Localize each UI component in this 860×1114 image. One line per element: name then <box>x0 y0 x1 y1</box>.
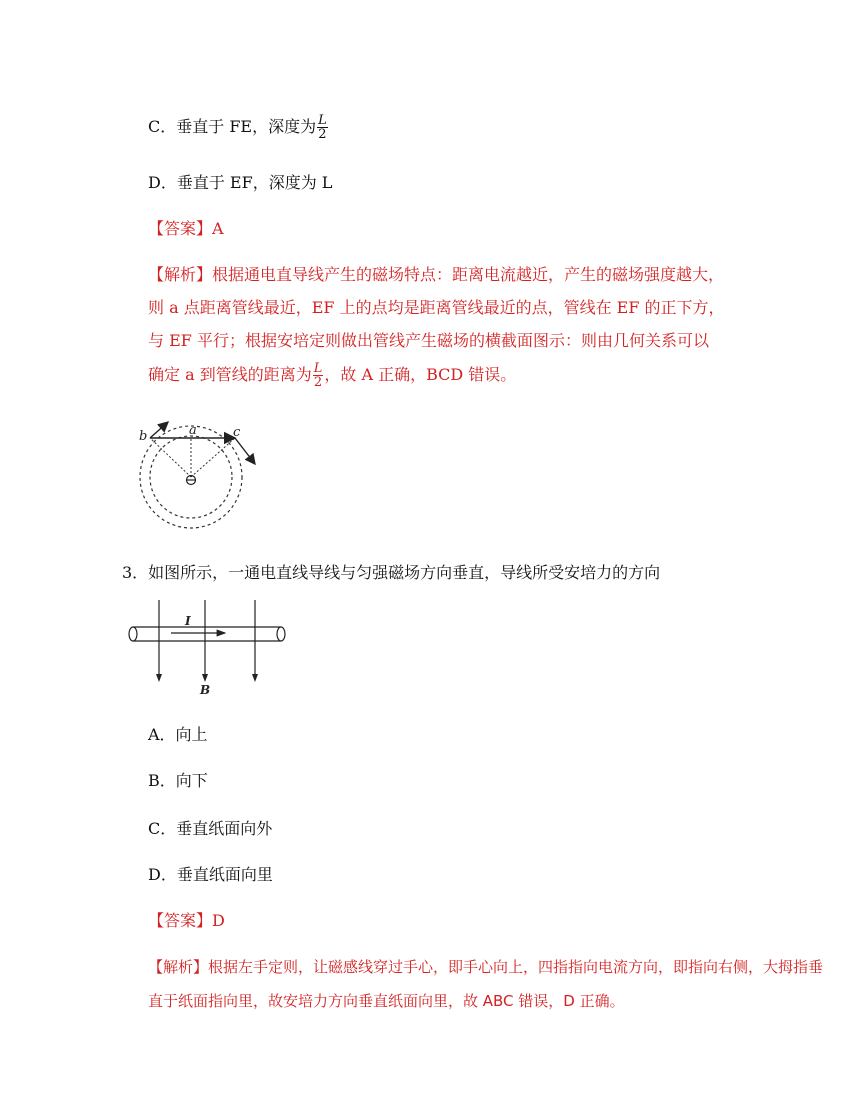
fraction-denominator: 2 <box>318 127 327 142</box>
field-arrow-2 <box>202 674 208 682</box>
analysis-q2-line4-before: 确定 a 到管线的距离为 <box>148 365 312 384</box>
option-d: D．垂直于 EF，深度为 L <box>148 173 333 192</box>
analysis-q2-line1: 【解析】根据通电直导线产生的磁场特点：距离电流越近，产生的磁场强度越大， <box>148 265 725 284</box>
wire-right-end <box>277 627 285 641</box>
option-b: B．向下 <box>148 771 208 790</box>
label-b: b <box>139 429 148 444</box>
radius-b <box>150 438 191 477</box>
analysis-q2-line2: 则 a 点距离管线最近，EF 上的点均是距离管线最近的点，管线在 EF 的正下方， <box>148 298 725 317</box>
analysis-q3-line1: 【解析】根据左手定则，让磁感线穿过手心，即手心向上，四指指向电流方向，即指向右侧，大拇指垂 <box>148 958 824 976</box>
arrow-b <box>150 422 168 438</box>
option-a: A．向上 <box>148 725 208 744</box>
fraction-l-over-2-analysis <box>313 362 324 389</box>
analysis-q2-line4-after: ，故 A 正确，BCD 错误。 <box>324 365 517 384</box>
radius-c <box>191 438 235 477</box>
label-field: B <box>200 683 211 697</box>
field-arrow-1 <box>156 674 162 682</box>
arrow-c <box>235 438 255 464</box>
fraction-denominator: 2 <box>313 375 323 390</box>
option-c <box>148 114 329 141</box>
analysis-q2-line4 <box>148 362 516 389</box>
analysis-q3-line2: 直于纸面指向里，故安培力方向垂直纸面向里，故 ABC 错误，D 正确。 <box>148 992 625 1010</box>
answer-q2: 【答案】A <box>148 219 224 238</box>
label-current: I <box>185 614 191 628</box>
label-c: c <box>233 425 241 440</box>
magnetic-field-cross-section-figure <box>130 418 270 538</box>
field-arrow-3 <box>252 674 258 682</box>
wire-body <box>133 627 281 641</box>
fraction-numerator: L <box>318 113 327 128</box>
option-d-q3: D．垂直纸面向里 <box>148 865 273 884</box>
option-c-text: C．垂直于 FE，深度为 <box>148 117 317 136</box>
option-c-q3: C．垂直纸面向外 <box>148 819 273 838</box>
label-a: a <box>189 423 197 438</box>
fraction-l-over-2 <box>317 114 328 141</box>
answer-q3: 【答案】D <box>148 911 225 930</box>
wire-left-end <box>129 627 137 641</box>
wire-in-magnetic-field-figure <box>125 598 290 698</box>
fraction-numerator: L <box>313 361 323 376</box>
analysis-q2-line3: 与 EF 平行；根据安培定则做出管线产生磁场的横截面图示：则由几何关系可以 <box>148 331 709 350</box>
question-3-text: 3．如图所示，一通电直线导线与匀强磁场方向垂直，导线所受安培力的方向 <box>122 563 661 582</box>
